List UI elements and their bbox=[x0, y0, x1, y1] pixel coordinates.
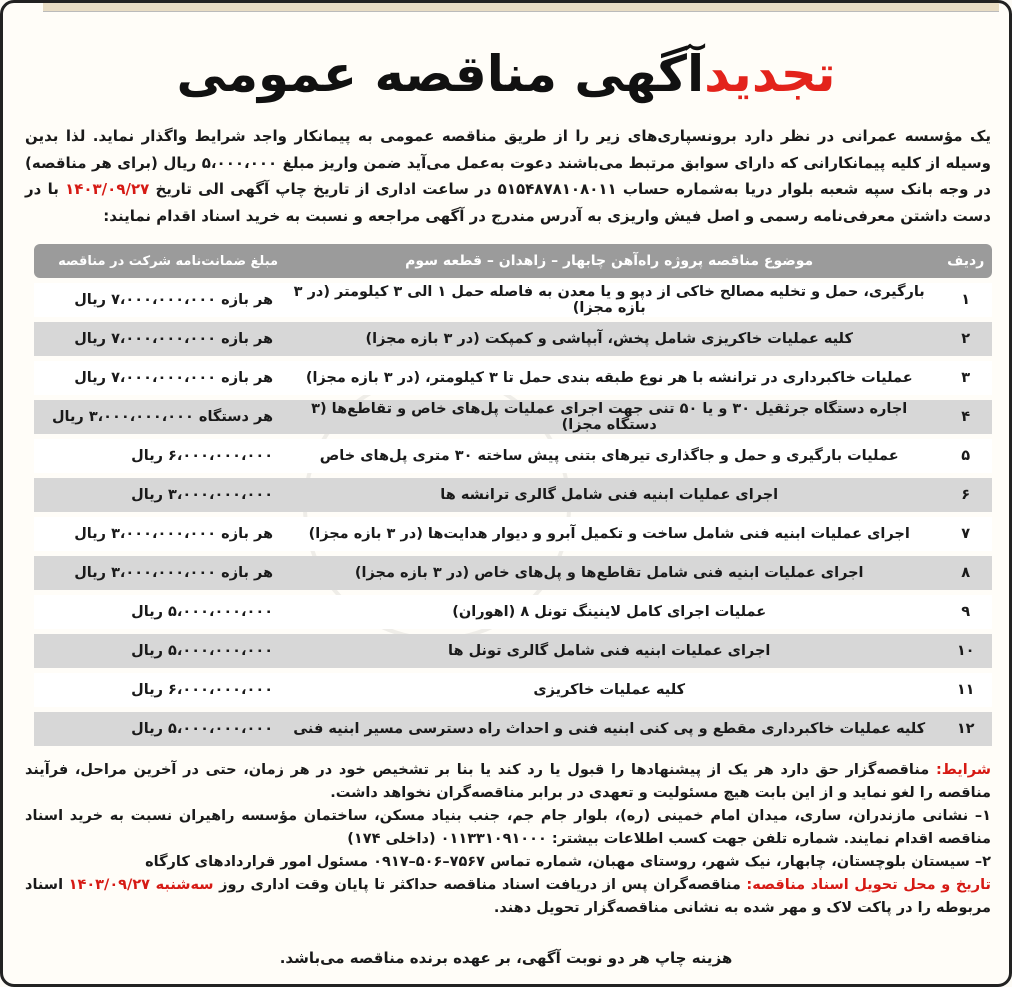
terms-text: مناقصه‌گزار حق دارد هر یک از پیشنهادها را قبول یا رد کند یا بنا بر تشخیص خود در هر زمان، حتی در آخرین مراحل، فرآیند مناقصه را لغو نماید و از این بابت هیچ مسئولیت و تعهدی در برابر مناقصه‌گران نخواهد داشت. bbox=[25, 762, 991, 801]
table-row bbox=[34, 712, 992, 746]
row-subject: اجرای عملیات ابنیه فنی شامل گالری ترانشه ها bbox=[279, 478, 939, 512]
row-amount: ۶،۰۰۰،۰۰۰،۰۰۰ ریال bbox=[34, 439, 279, 473]
row-amount: هر بازه ۳،۰۰۰،۰۰۰،۰۰۰ ریال bbox=[34, 556, 279, 590]
table-header-row bbox=[34, 244, 992, 278]
table-row bbox=[34, 478, 992, 512]
table-row bbox=[34, 400, 992, 434]
row-number: ۳ bbox=[939, 361, 992, 395]
delivery-paragraph bbox=[25, 874, 991, 920]
table-row bbox=[34, 517, 992, 551]
row-subject: عملیات اجرای کامل لاینینگ تونل ۸ (اهوران) bbox=[279, 595, 939, 629]
table-row bbox=[34, 439, 992, 473]
row-number: ۷ bbox=[939, 517, 992, 551]
row-subject: عملیات بارگیری و حمل و جاگذاری تیرهای بتنی پیش ساخته ۳۰ متری پل‌های خاص bbox=[279, 439, 939, 473]
table-row bbox=[34, 556, 992, 590]
row-subject: اجرای عملیات ابنیه فنی شامل گالری تونل ها bbox=[279, 634, 939, 668]
row-subject: کلیه عملیات خاکریزی bbox=[279, 673, 939, 707]
row-number: ۱ bbox=[939, 283, 992, 317]
row-amount: ۵،۰۰۰،۰۰۰،۰۰۰ ریال bbox=[34, 595, 279, 629]
address-sistan: ۲– سیستان بلوچستان، چابهار، نیک شهر، روستای مهبان، شماره تماس ۷۵۶۷–۵۰۶–۰۹۱۷ مسئول امور قراردادهای کارگاه bbox=[145, 854, 991, 870]
row-subject: عملیات خاکبرداری در ترانشه با هر نوع طبقه بندی حمل تا ۳ کیلومتر، (در ۳ بازه مجزا) bbox=[279, 361, 939, 395]
row-amount: ۵،۰۰۰،۰۰۰،۰۰۰ ریال bbox=[34, 712, 279, 746]
row-number: ۵ bbox=[939, 439, 992, 473]
title-renewal: تجدید bbox=[704, 45, 836, 103]
terms-label: شرایط: bbox=[935, 762, 991, 778]
row-amount: هر بازه ۷،۰۰۰،۰۰۰،۰۰۰ ریال bbox=[34, 283, 279, 317]
header-guarantee-amount: مبلغ ضمانت‌نامه شرکت در مناقصه bbox=[34, 244, 279, 278]
table-row bbox=[34, 361, 992, 395]
delivery-date: سه‌شنبه ۱۴۰۳/۰۹/۲۷ bbox=[68, 877, 214, 893]
organization-name: یک مؤسسه عمرانی bbox=[841, 127, 991, 145]
row-number: ۱۲ bbox=[939, 712, 992, 746]
row-amount: هر بازه ۷،۰۰۰،۰۰۰،۰۰۰ ریال bbox=[34, 361, 279, 395]
header-row-number: ردیف bbox=[939, 244, 992, 278]
table-row bbox=[34, 322, 992, 356]
row-amount: هر بازه ۷،۰۰۰،۰۰۰،۰۰۰ ریال bbox=[34, 322, 279, 356]
table-row bbox=[34, 283, 992, 317]
row-subject: اجاره دستگاه جرثقیل ۳۰ و یا ۵۰ تنی جهت اجرای عملیات پل‌های خاص و تقاطع‌ها (۳ دستگاه مجزا) bbox=[279, 400, 939, 434]
title-main: آگهی مناقصه عمومی bbox=[176, 45, 705, 103]
intro-text-1: در نظر دارد برونسپاری‌های زیر را از طریق مناقصه عمومی به پیمانکار واجد شرایط واگذار نماید. لذا بدین وسیله از کلیه پیمانکارانی که دارای سوابق مرتبط می‌باشند دعوت به‌عمل می‌آید ضمن واریز مبلغ ۵،۰۰۰،۰۰۰ ریال (برای هر مناقصه) در وجه بانک سپه شعبه بلوار دریا به‌شماره حساب ۵۱۵۴۸۷۸۱۰۸۰۱۱ در ساعت اداری از تاریخ چاپ آگهی الی تاریخ bbox=[25, 127, 991, 198]
delivery-text: مناقصه‌گران پس از دریافت اسناد مناقصه حداکثر تا پایان وقت اداری روز bbox=[213, 877, 747, 893]
table-row bbox=[34, 634, 992, 668]
row-number: ۸ bbox=[939, 556, 992, 590]
intro-paragraph bbox=[25, 123, 991, 229]
terms-paragraph bbox=[25, 759, 991, 805]
terms-section bbox=[25, 759, 991, 920]
row-number: ۹ bbox=[939, 595, 992, 629]
row-number: ۱۰ bbox=[939, 634, 992, 668]
header-subject: موضوع مناقصه پروژه راه‌آهن چابهار – زاهدان – قطعه سوم bbox=[279, 244, 939, 278]
delivery-text-2: اسناد مربوطه را در پاکت لاک و مهر شده به نشانی مناقصه‌گزار تحویل دهند. bbox=[25, 877, 991, 916]
row-amount: هر بازه ۳،۰۰۰،۰۰۰،۰۰۰ ریال bbox=[34, 517, 279, 551]
row-number: ۴ bbox=[939, 400, 992, 434]
row-subject: اجرای عملیات ابنیه فنی شامل تقاطع‌ها و پل‌های خاص (در ۳ بازه مجزا) bbox=[279, 556, 939, 590]
row-subject: کلیه عملیات خاکریزی شامل پخش، آبپاشی و کمپکت (در ۳ بازه مجزا) bbox=[279, 322, 939, 356]
table-row bbox=[34, 595, 992, 629]
table-row bbox=[34, 673, 992, 707]
row-number: ۱۱ bbox=[939, 673, 992, 707]
row-amount: ۵،۰۰۰،۰۰۰،۰۰۰ ریال bbox=[34, 634, 279, 668]
row-subject: اجرای عملیات ابنیه فنی شامل ساخت و تکمیل آبرو و دیوار هدایت‌ها (در ۳ بازه مجزا) bbox=[279, 517, 939, 551]
row-number: ۶ bbox=[939, 478, 992, 512]
row-amount: ۳،۰۰۰،۰۰۰،۰۰۰ ریال bbox=[34, 478, 279, 512]
row-subject: بارگیری، حمل و تخلیه مصالح خاکی از دپو و یا معدن به فاصله حمل ۱ الی ۳ کیلومتر (در ۳ بازه مجزا) bbox=[279, 283, 939, 317]
intro-text-2: با در دست داشتن معرفی‌نامه رسمی و اصل فیش واریزی به آدرس مندرج در آگهی مراجعه و نسبت به خرید اسناد اقدام نمایند: bbox=[25, 180, 991, 225]
row-number: ۲ bbox=[939, 322, 992, 356]
row-subject: کلیه عملیات خاکبرداری مقطع و پی کنی ابنیه فنی و احداث راه دسترسی مسیر ابنیه فنی bbox=[279, 712, 939, 746]
footer-note: هزینه چاپ هر دو نوبت آگهی، بر عهده برنده مناقصه می‌باشد. bbox=[279, 949, 733, 967]
address-mazandaran: ۱– نشانی مازندران، ساری، میدان امام خمینی (ره)، بلوار جام جم، جنب بنیاد مسکن، ساختمان مؤسسه راهیران نسبت به خرید اسناد مناقصه اقدام نمایند. شماره تلفن جهت کسب اطلاعات بیشتر: ۰۱۱۳۳۱۰۹۱۰۰۰ (داخلی ۱۷۴) bbox=[25, 808, 991, 847]
row-amount: هر دستگاه ۳،۰۰۰،۰۰۰،۰۰۰ ریال bbox=[34, 400, 279, 434]
row-amount: ۶،۰۰۰،۰۰۰،۰۰۰ ریال bbox=[34, 673, 279, 707]
notice-title bbox=[3, 43, 1009, 105]
deadline-date: ۱۴۰۳/۰۹/۲۷ bbox=[65, 180, 150, 198]
table-body bbox=[34, 283, 992, 746]
top-border-strip bbox=[43, 3, 999, 12]
tender-table bbox=[34, 239, 992, 751]
delivery-label: تاریخ و محل تحویل اسناد مناقصه: bbox=[746, 877, 991, 893]
